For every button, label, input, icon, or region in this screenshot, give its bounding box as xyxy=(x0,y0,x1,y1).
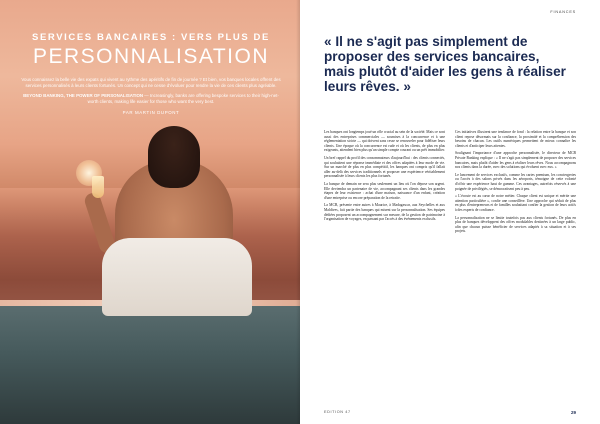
paragraph: Soulignant l'importance d'une approche personnalisée, le directeur de MCB Private Banking explique : « Il ne s'agit pas simplement de proposer des services bancaires, mais plutôt d'aider les gens à réaliser leurs rêves. Nous accompagnons nos clients dans la durée, avec des solutions qui évoluent avec eux. » xyxy=(455,151,576,170)
body-columns xyxy=(324,130,576,394)
lede-en-text: — Increasingly, banks are offering bespoke services to their high-net-worth clients, making life easier for those who want the very best. xyxy=(87,93,279,104)
paragraph: Le lancement de services exclusifs, comme les cartes premium, les conciergeries ou l'accès à des salons privés dans les aéroports, témoigne de cette volonté d'offrir une expérience haut de gamme. Ces avantages, autrefois réservés à une poignée de privilégiés, se démocratisent peu à peu. xyxy=(455,172,576,191)
paragraph: Ces initiatives illustrent une tendance de fond : la relation entre la banque et son client repose désormais sur la confiance, la proximité et la compréhension des besoins de chacun. Les outils numériques permettent de mieux connaître les clients et d'anticiper leurs attentes. xyxy=(455,130,576,148)
article-lede-fr: Vous connaissez la belle vie des expats qui vivent au rythme des apéritifs de fin de journée ? Et bien, vos banques locales offrent des services personnalisés à leurs clients fortunés. Un concept qui ne cesse d'évoluer pour rendre la vie de ces clients plus agréable. xyxy=(21,77,281,88)
paragraph: « L'écoute est au cœur de notre métier. Chaque client est unique et mérite une attention particulière », confie une conseillère. Une approche qui séduit de plus en plus d'entrepreneurs et de familles souhaitant confier la gestion de leurs actifs à des experts de confiance. xyxy=(455,194,576,212)
white-dress xyxy=(102,238,252,316)
infinity-pool xyxy=(0,306,300,424)
champagne-glass-icon xyxy=(92,176,104,198)
pull-quote: « Il ne s'agit pas simplement de proposer des services bancaires, mais plutôt d'aider les gens à réaliser leurs rêves. » xyxy=(324,34,566,94)
page-number: 29 xyxy=(570,410,576,415)
article-lede-en xyxy=(20,93,282,105)
article-text-page xyxy=(300,0,600,424)
body-column-2 xyxy=(455,130,576,394)
section-rubric: FINANCES xyxy=(550,10,576,14)
hero-text-block xyxy=(20,32,282,115)
body-column-1 xyxy=(324,130,445,394)
article-byline: PAR MARTIN DUPONT xyxy=(122,110,180,115)
paragraph: Un bref rappel du profil des consommateurs d'aujourd'hui : des clients connectés, qui souhaitent une réponse immédiate et des offres adaptées à leur mode de vie. Sur un marché de plus en plus compétitif, les banques ont compris qu'il fallait aller au-delà des services traditionnels et proposer une expérience véritablement personnalisée à leurs clients les plus fortunés. xyxy=(324,155,445,179)
article-kicker: SERVICES BANCAIRES : VERS PLUS DE xyxy=(32,32,270,43)
woman-hair xyxy=(148,126,200,188)
lede-en-heading: BEYOND BANKING, THE POWER OF PERSONALISATION xyxy=(23,93,144,98)
article-headline: PERSONNALISATION xyxy=(33,45,269,68)
paragraph: La personnalisation ne se limite toutefois pas aux clients fortunés. De plus en plus de banques développent des offres modulables destinées à un large public, afin que chacun puisse bénéficier de services adaptés à sa situation et à ses projets. xyxy=(455,215,576,234)
edition-label: EDITION 47 xyxy=(324,410,351,414)
paragraph: La MCB, présente entre autres à Maurice, à Madagascar, aux Seychelles et aux Maldives, fait partie des banques qui misent sur la personnalisation. Ses équipes dédiées proposent un accompagnement sur mesure, de la gestion de patrimoine à l'organisation de voyages, en passant par l'accès à des événements exclusifs. xyxy=(324,203,445,222)
paragraph: Les banques ont longtemps joué un rôle crucial au sein de la société. Mais ce sont aussi des entreprises commerciales — soumises à la concurrence et à une réglementation stricte — qui doivent sans cesse se renouveler pour fidéliser leurs clients. Une époque où la concurrence est rude et où les clients, de plus en plus exigeants, attendent bien plus qu'un simple compte courant ou un prêt immobilier. xyxy=(324,130,445,153)
paragraph: La banque de demain ne sera plus seulement un lieu où l'on dépose son argent. Elle deviendra un partenaire de vie, accompagnant ses clients dans les grandes étapes de leur existence : achat d'une maison, naissance d'un enfant, création d'une entreprise ou encore préparation de la retraite. xyxy=(324,181,445,200)
